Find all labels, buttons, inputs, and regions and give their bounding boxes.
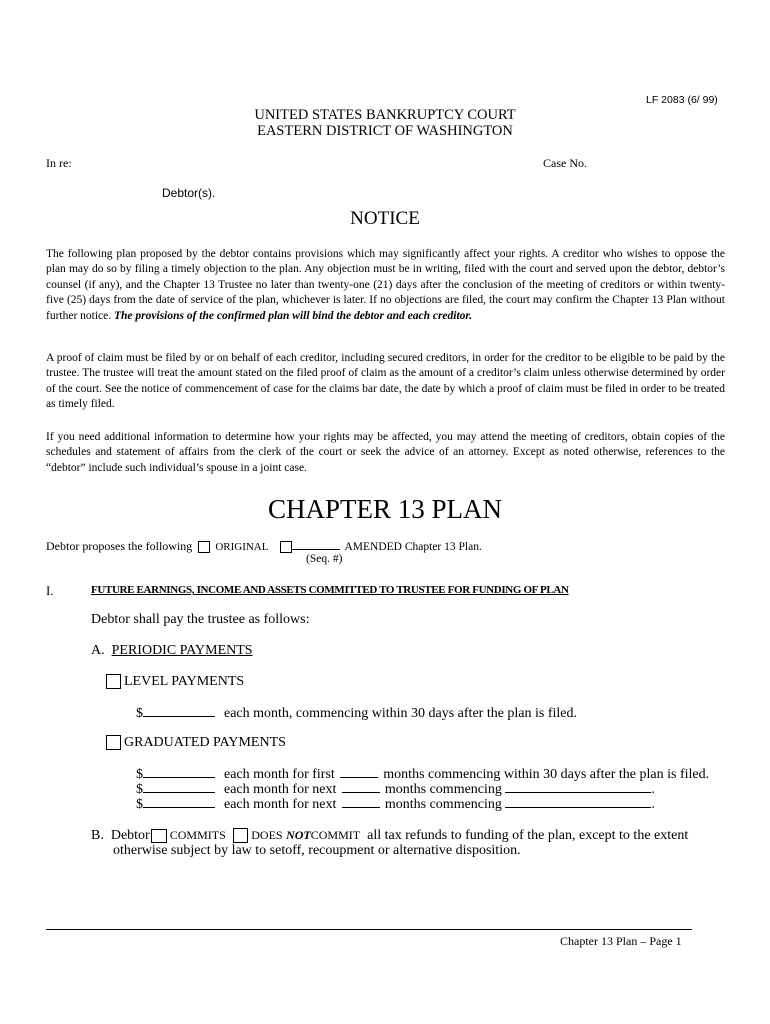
grad1-amount-field[interactable] (143, 765, 215, 778)
plan-type-line (46, 537, 482, 555)
case-no-label: Case No. (543, 156, 587, 170)
notice-paragraph-1-text: The following plan proposed by the debtor contains provisions which may significantly affect your rights. A creditor who wishes to oppose the plan may do so by filing a timely objection to the plan. Any objection must be in writing, filed with the court and served upon the debtor, debtor’s counsel (if any), and the Chapter 13 Trustee no later than twenty-one (21) days after the conclusion of the meeting of creditors or within twenty-five (25) days from the date of service of the plan, whichever is later. If no objections are filed, the court may confirm the Chapter 13 Plan without further notice. (46, 248, 725, 322)
grad2-text-b: months commencing (384, 782, 502, 797)
level-payments-label: LEVEL PAYMENTS (124, 674, 245, 689)
graduated-payments-checkbox[interactable] (106, 735, 121, 750)
form-id: LF 2083 (6/ 99) (646, 94, 718, 106)
grad2-text-a: each month for next (224, 782, 337, 797)
grad3-text-a: each month for next (224, 797, 337, 812)
commits-label: COMMITS (169, 828, 226, 842)
section-intro: Debtor shall pay the trustee as follows: (91, 612, 310, 627)
grad2-period: . (651, 782, 655, 797)
grad2-start-field[interactable] (505, 780, 651, 793)
debtors-label: Debtor(s). (162, 186, 216, 200)
notice-paragraph-2: A proof of claim must be filed by or on behalf of each creditor, including secured creditors, in order for the creditor to be eligible to be paid by the trustee. The trustee will treat the amount stated on the filed proof of claim as the amount of a creditor’s claim unless otherwise determined by order of the court. See the notice of commencement of case for the claims bar date, the date by which a proof of claim must be filed in order to be treated as timely filed. (46, 352, 725, 411)
level-payments-checkbox[interactable] (106, 674, 121, 689)
level-amount-field[interactable] (143, 704, 215, 717)
level-payment-row (136, 704, 577, 722)
plan-title: CHAPTER 13 PLAN (267, 494, 503, 524)
level-payments-option (106, 673, 244, 691)
grad1-months-field[interactable] (340, 765, 378, 778)
level-dollar-sign: $ (136, 706, 143, 721)
amended-seq-field[interactable] (292, 537, 340, 550)
amended-label: AMENDED Chapter 13 Plan. (344, 541, 482, 553)
court-name-line1: UNITED STATES BANKRUPTCY COURT (254, 107, 516, 123)
grad3-months-field[interactable] (342, 795, 380, 808)
subsection-b-line2: otherwise subject by law to setoff, recoupment or alternative disposition. (113, 843, 521, 858)
court-name-line2: EASTERN DISTRICT OF WASHINGTON (257, 123, 513, 139)
notice-title: NOTICE (350, 208, 420, 229)
grad3-start-field[interactable] (505, 795, 651, 808)
periodic-payments-heading: PERIODIC PAYMENTS (111, 643, 253, 658)
grad1-text-a: each month for first (224, 767, 335, 782)
grad2-amount-field[interactable] (143, 780, 215, 793)
grad3-dollar-sign: $ (136, 797, 143, 812)
grad3-text-b: months commencing (384, 797, 502, 812)
grad1-dollar-sign: $ (136, 767, 143, 782)
notice-paragraph-3: If you need additional information to determine how your rights may be affected, you may attend the meeting of creditors, obtain copies of the schedules and statement of affairs from the clerk of the court or seek the advice of an attorney. Except as noted otherwise, references to the “debtor” include such individual’s spouse in a joint case. (46, 431, 725, 474)
b-debtor-label: Debtor (110, 828, 150, 843)
amended-checkbox[interactable] (280, 541, 292, 553)
notice-emphasis: The provisions of the confirmed plan will bind the debtor and each creditor. (114, 309, 473, 322)
section-heading: FUTURE EARNINGS, INCOME AND ASSETS COMMITTED TO TRUSTEE FOR FUNDING OF PLAN (91, 584, 569, 596)
graduated-row-3 (136, 795, 655, 813)
proposes-label: Debtor proposes the following (46, 539, 193, 553)
level-payment-text: each month, commencing within 30 days after the plan is filed. (224, 706, 578, 721)
seq-label: (Seq. #) (306, 553, 343, 565)
commits-checkbox[interactable] (151, 829, 167, 843)
does-label: DOES (251, 828, 283, 842)
graduated-payments-option (106, 734, 286, 752)
grad3-amount-field[interactable] (143, 795, 215, 808)
section-number: I. (46, 583, 54, 598)
grad1-text-b: months commencing within 30 days after the plan is filed. (383, 767, 710, 782)
graduated-payments-label: GRADUATED PAYMENTS (124, 735, 286, 750)
grad2-dollar-sign: $ (136, 782, 143, 797)
grad3-period: . (651, 797, 655, 812)
not-label: NOT (286, 828, 311, 842)
original-label: ORIGINAL (215, 541, 269, 553)
in-re-label: In re: (46, 156, 72, 170)
b-rest-text: all tax refunds to funding of the plan, except to the extent (367, 828, 689, 843)
subsection-b-label: B. (91, 828, 104, 843)
commit-label: COMMIT (310, 828, 361, 842)
footer-rule (46, 929, 692, 930)
page-footer: Chapter 13 Plan – Page 1 (560, 934, 682, 948)
subsection-a (91, 643, 253, 659)
notice-paragraph-1 (46, 247, 725, 324)
original-checkbox[interactable] (198, 541, 210, 553)
grad2-months-field[interactable] (342, 780, 380, 793)
subsection-a-label: A. (91, 643, 105, 658)
does-not-commit-checkbox[interactable] (233, 828, 248, 843)
